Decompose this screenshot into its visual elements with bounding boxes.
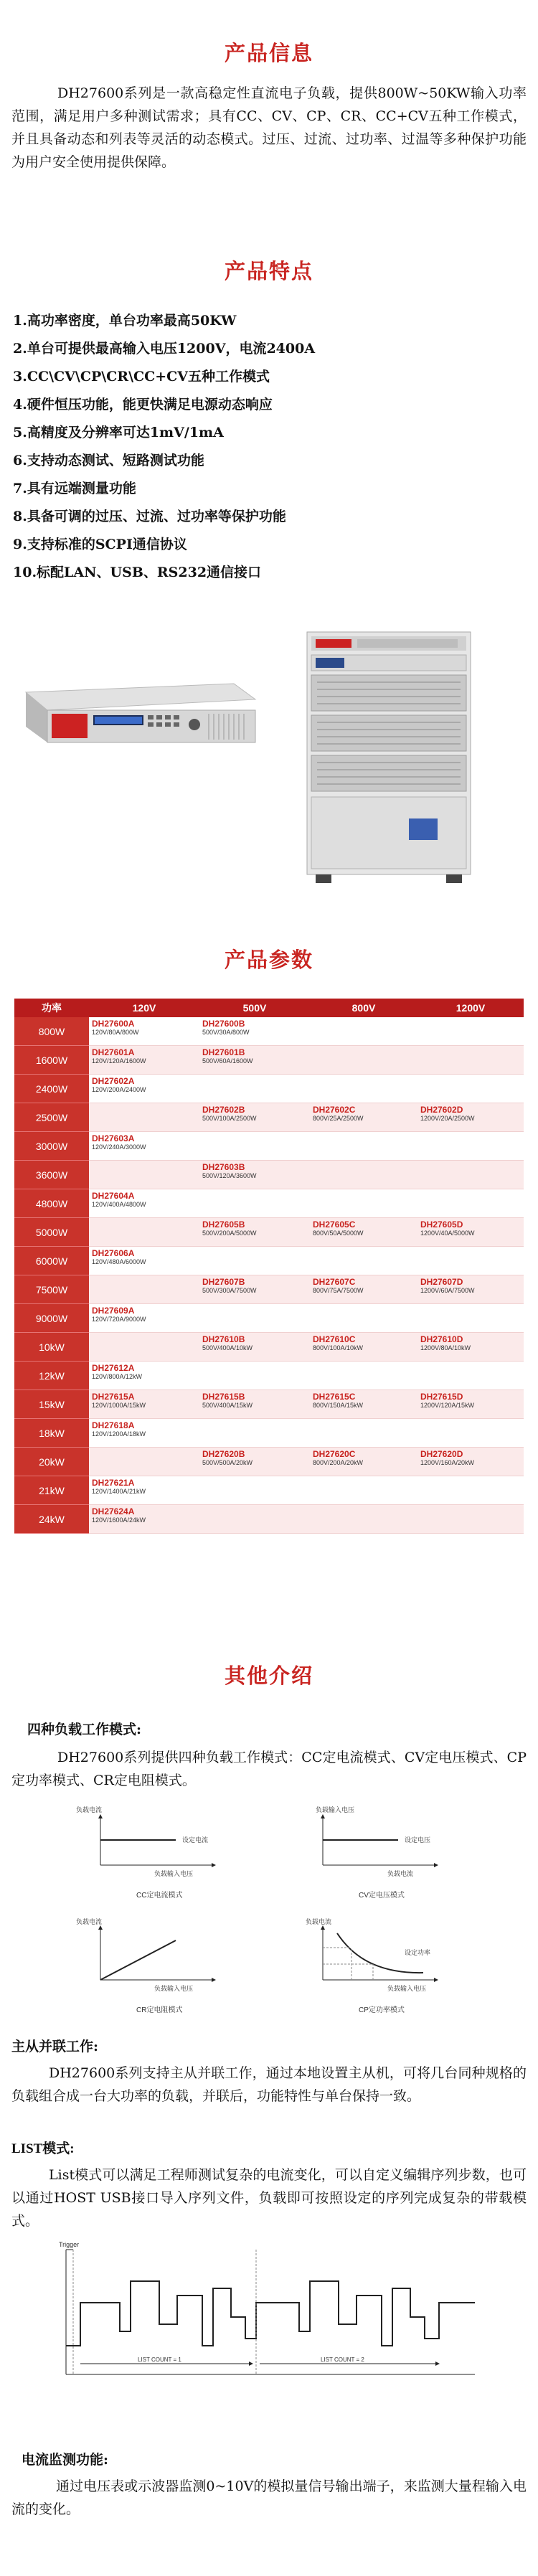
power-cell: 6000W	[14, 1247, 89, 1275]
model-name: DH27615A	[92, 1392, 135, 1402]
table-row	[14, 1247, 524, 1275]
model-cell	[199, 1448, 310, 1476]
power-cell: 2400W	[14, 1075, 89, 1103]
model-spec: 120V/80A/800W	[92, 1029, 139, 1036]
model-cell	[310, 1189, 417, 1218]
model-spec: 500V/500A/20kW	[202, 1459, 253, 1466]
list-count-1: LIST COUNT = 1	[138, 2356, 181, 2363]
model-cell	[89, 1275, 199, 1304]
model-cell	[310, 1046, 417, 1075]
model-cell	[310, 1505, 417, 1534]
product-image-cabinet	[300, 628, 478, 887]
product-image-benchtop	[19, 671, 259, 750]
model-name: DH27610D	[420, 1334, 463, 1344]
power-cell: 12kW	[14, 1362, 89, 1390]
header-120v: 120V	[89, 999, 199, 1017]
model-cell	[199, 1333, 310, 1362]
table-row	[14, 1218, 524, 1247]
table-row	[14, 1046, 524, 1075]
model-cell	[310, 1017, 417, 1046]
model-name: DH27607D	[420, 1277, 463, 1287]
model-name: DH27610C	[313, 1334, 356, 1344]
model-cell	[310, 1161, 417, 1189]
cr-caption: CR定电阻模式	[136, 2006, 183, 2014]
feature-item: 3.CC\CV\CP\CR\CC+CV五种工作模式	[13, 369, 270, 384]
model-cell	[310, 1075, 417, 1103]
power-cell: 15kW	[14, 1390, 89, 1419]
model-cell	[199, 1247, 310, 1275]
model-name: DH27602C	[313, 1105, 356, 1115]
model-cell	[89, 1476, 199, 1505]
model-spec: 500V/200A/5000W	[202, 1230, 257, 1237]
model-cell	[199, 1017, 310, 1046]
model-cell	[310, 1132, 417, 1161]
model-cell	[89, 1304, 199, 1333]
power-cell: 18kW	[14, 1419, 89, 1448]
model-name: DH27607C	[313, 1277, 356, 1287]
model-cell	[417, 1247, 524, 1275]
model-cell	[89, 1448, 199, 1476]
model-spec: 500V/30A/800W	[202, 1029, 250, 1036]
power-cell: 24kW	[14, 1505, 89, 1534]
model-cell	[199, 1189, 310, 1218]
model-name: DH27615D	[420, 1392, 463, 1402]
model-name: DH27603A	[92, 1133, 135, 1143]
cc-x-label: 负载输入电压	[154, 1870, 194, 1877]
model-name: DH27620D	[420, 1449, 463, 1459]
model-cell	[89, 1362, 199, 1390]
model-spec: 800V/75A/7500W	[313, 1287, 364, 1294]
model-spec: 120V/1200A/18kW	[92, 1430, 146, 1438]
cv-line-label: 设定电压	[405, 1836, 431, 1844]
model-name: DH27609A	[92, 1306, 135, 1316]
trigger-label: Trigger	[59, 2241, 80, 2248]
model-cell	[199, 1046, 310, 1075]
model-spec: 120V/720A/9000W	[92, 1316, 146, 1323]
model-cell	[310, 1476, 417, 1505]
header-800v: 800V	[310, 999, 417, 1017]
product-info-title: 产品信息	[224, 41, 313, 65]
cp-mode-diagram	[306, 1917, 438, 2014]
master-slave-heading: 主从并联工作:	[11, 2039, 99, 2054]
model-spec: 800V/50A/5000W	[313, 1230, 364, 1237]
model-name: DH27620B	[202, 1449, 245, 1459]
table-row	[14, 1161, 524, 1189]
model-name: DH27618A	[92, 1420, 135, 1430]
table-row	[14, 1075, 524, 1103]
model-cell	[89, 1505, 199, 1534]
cp-x-label: 负载输入电压	[387, 1985, 427, 1992]
model-spec: 120V/1400A/21kW	[92, 1488, 146, 1495]
model-cell	[310, 1218, 417, 1247]
model-cell	[417, 1362, 524, 1390]
model-cell	[417, 1419, 524, 1448]
feature-item: 2.单台可提供最高输入电压1200V，电流2400A	[13, 341, 316, 357]
model-cell	[310, 1362, 417, 1390]
modes-heading: 四种负载工作模式:	[27, 1722, 142, 1737]
feature-item: 5.高精度及分辨率可达1mV/1mA	[13, 425, 224, 440]
model-name: DH27602B	[202, 1105, 245, 1115]
model-spec: 500V/120A/3600W	[202, 1172, 257, 1179]
model-name: DH27605B	[202, 1219, 245, 1230]
power-cell: 3000W	[14, 1132, 89, 1161]
model-cell	[417, 1476, 524, 1505]
model-cell	[417, 1017, 524, 1046]
power-cell: 5000W	[14, 1218, 89, 1247]
power-cell: 800W	[14, 1017, 89, 1046]
model-name: DH27603B	[202, 1162, 245, 1172]
model-cell	[199, 1218, 310, 1247]
model-cell	[417, 1161, 524, 1189]
power-cell: 10kW	[14, 1333, 89, 1362]
power-cell: 21kW	[14, 1476, 89, 1505]
cp-line-label: 设定功率	[405, 1949, 431, 1956]
model-name: DH27604A	[92, 1191, 135, 1201]
current-monitor-paragraph: 通过电压表或示波器监测0~10V的模拟量信号输出端子，来监测大量程输入电流的变化。	[11, 2478, 527, 2517]
model-cell	[310, 1103, 417, 1132]
model-cell	[199, 1304, 310, 1333]
table-row	[14, 1333, 524, 1362]
model-cell	[89, 1419, 199, 1448]
model-cell	[89, 1218, 199, 1247]
model-cell	[310, 1333, 417, 1362]
table-row	[14, 1448, 524, 1476]
model-spec: 120V/120A/1600W	[92, 1057, 146, 1065]
model-name: DH27605D	[420, 1219, 463, 1230]
model-spec: 800V/25A/2500W	[313, 1115, 364, 1122]
power-cell: 7500W	[14, 1275, 89, 1304]
model-cell	[199, 1390, 310, 1419]
list-count-2: LIST COUNT = 2	[321, 2356, 364, 2363]
model-cell	[417, 1189, 524, 1218]
feature-item: 4.硬件恒压功能，能更快满足电源动态响应	[13, 397, 273, 412]
cv-mode-diagram	[316, 1806, 438, 1900]
cv-y-label: 负载输入电压	[316, 1806, 355, 1813]
model-spec: 120V/1000A/15kW	[92, 1402, 146, 1409]
model-cell	[199, 1103, 310, 1132]
current-monitor-heading: 电流监测功能:	[22, 2452, 109, 2468]
model-name: DH27600B	[202, 1019, 245, 1029]
other-intro-title: 其他介绍	[224, 1664, 313, 1688]
table-row	[14, 1505, 524, 1534]
model-cell	[310, 1448, 417, 1476]
model-spec: 500V/100A/2500W	[202, 1115, 257, 1122]
model-cell	[199, 1476, 310, 1505]
model-spec: 500V/300A/7500W	[202, 1287, 257, 1294]
model-name: DH27602A	[92, 1076, 135, 1086]
model-name: DH27601B	[202, 1047, 245, 1057]
model-cell	[199, 1275, 310, 1304]
feature-item: 1.高功率密度，单台功率最高50KW	[13, 313, 237, 329]
table-row	[14, 1304, 524, 1333]
model-spec: 800V/150A/15kW	[313, 1402, 364, 1409]
table-row	[14, 1419, 524, 1448]
model-spec: 1200V/60A/7500W	[420, 1287, 475, 1294]
product-info-paragraph: DH27600系列是一款高稳定性直流电子负载，提供800W~50KW输入功率范围，满足用户多种测试需求；具有CC、CV、CP、CR、CC+CV五种工作模式，并且具备动态和列表等灵活的动态模式。过压、过流、过功率、过温等多种保护功能为用户安全使用提供保障。	[11, 85, 527, 170]
model-cell	[199, 1132, 310, 1161]
model-spec: 500V/400A/15kW	[202, 1402, 253, 1409]
cr-mode-diagram	[76, 1917, 215, 2014]
model-cell	[310, 1390, 417, 1419]
power-cell: 1600W	[14, 1046, 89, 1075]
cr-y-label: 负载电流	[76, 1918, 103, 1925]
table-row	[14, 1362, 524, 1390]
model-cell	[310, 1247, 417, 1275]
model-spec: 120V/800A/12kW	[92, 1373, 143, 1380]
model-spec: 1200V/120A/15kW	[420, 1402, 475, 1409]
mode-diagrams	[50, 1801, 481, 2023]
model-name: DH27615C	[313, 1392, 356, 1402]
header-1200v: 1200V	[417, 999, 524, 1017]
model-spec: 500V/400A/10kW	[202, 1344, 253, 1351]
master-slave-paragraph: DH27600系列支持主从并联工作，通过本地设置主从机，可将几台同种规格的负载组合成一台大功率的负载，并联后，功能特性与单台保持一致。	[11, 2065, 527, 2104]
model-name: DH27621A	[92, 1478, 135, 1488]
model-spec: 120V/400A/4800W	[92, 1201, 146, 1208]
power-cell: 2500W	[14, 1103, 89, 1132]
model-name: DH27624A	[92, 1506, 135, 1516]
cp-caption: CP定功率模式	[359, 2006, 405, 2014]
model-name: DH27615B	[202, 1392, 245, 1402]
table-row	[14, 1132, 524, 1161]
power-cell: 4800W	[14, 1189, 89, 1218]
model-cell	[417, 1333, 524, 1362]
model-cell	[417, 1103, 524, 1132]
product-params-title: 产品参数	[224, 948, 313, 972]
product-params-table	[14, 999, 524, 1534]
model-name: DH27607B	[202, 1277, 245, 1287]
cr-x-label: 负载输入电压	[154, 1985, 194, 1992]
model-name: DH27602D	[420, 1105, 463, 1115]
model-cell	[199, 1419, 310, 1448]
model-cell	[417, 1046, 524, 1075]
table-row	[14, 1189, 524, 1218]
model-cell	[89, 1075, 199, 1103]
cc-caption: CC定电流模式	[136, 1892, 183, 1900]
modes-paragraph: DH27600系列提供四种负载工作模式：CC定电流模式、CV定电压模式、CP定功率模式、CR定电阻模式。	[11, 1750, 527, 1788]
model-spec: 120V/240A/3000W	[92, 1143, 146, 1151]
model-cell	[417, 1218, 524, 1247]
list-waveform-diagram	[52, 2238, 482, 2389]
model-cell	[310, 1275, 417, 1304]
model-cell	[417, 1075, 524, 1103]
table-row	[14, 1275, 524, 1304]
model-spec: 800V/100A/10kW	[313, 1344, 364, 1351]
feature-item: 6.支持动态测试、短路测试功能	[13, 453, 204, 468]
table-row	[14, 1476, 524, 1505]
feature-item: 8.具备可调的过压、过流、过功率等保护功能	[13, 509, 286, 524]
product-feature-title: 产品特点	[224, 259, 313, 283]
power-cell: 9000W	[14, 1304, 89, 1333]
model-cell	[89, 1390, 199, 1419]
table-row	[14, 1103, 524, 1132]
power-cell: 20kW	[14, 1448, 89, 1476]
model-name: DH27605C	[313, 1219, 356, 1230]
model-cell	[417, 1275, 524, 1304]
model-cell	[417, 1505, 524, 1534]
model-cell	[199, 1075, 310, 1103]
model-cell	[417, 1132, 524, 1161]
cv-caption: CV定电压模式	[359, 1892, 405, 1900]
model-spec: 120V/480A/6000W	[92, 1258, 146, 1265]
cp-y-label: 负载电流	[306, 1918, 332, 1925]
model-cell	[89, 1046, 199, 1075]
model-cell	[310, 1419, 417, 1448]
feature-item: 10.标配LAN、USB、RS232通信接口	[13, 565, 262, 580]
model-spec: 1200V/160A/20kW	[420, 1459, 475, 1466]
model-spec: 500V/60A/1600W	[202, 1057, 253, 1065]
table-header-row	[14, 999, 524, 1017]
model-cell	[89, 1103, 199, 1132]
model-cell	[199, 1362, 310, 1390]
model-spec: 120V/1600A/24kW	[92, 1516, 146, 1524]
header-power: 功率	[14, 999, 89, 1017]
model-spec: 1200V/80A/10kW	[420, 1344, 471, 1351]
model-cell	[417, 1390, 524, 1419]
cv-x-label: 负载电流	[387, 1870, 414, 1877]
feature-item: 7.具有远端测量功能	[13, 481, 136, 496]
cc-line-label: 设定电流	[182, 1836, 209, 1844]
model-cell	[310, 1304, 417, 1333]
model-cell	[199, 1161, 310, 1189]
header-500v: 500V	[199, 999, 310, 1017]
model-cell	[417, 1304, 524, 1333]
power-cell: 3600W	[14, 1161, 89, 1189]
model-cell	[89, 1161, 199, 1189]
model-name: DH27612A	[92, 1363, 135, 1373]
model-name: DH27600A	[92, 1019, 135, 1029]
model-name: DH27620C	[313, 1449, 356, 1459]
model-cell	[199, 1505, 310, 1534]
model-spec: 120V/200A/2400W	[92, 1086, 146, 1093]
model-cell	[89, 1017, 199, 1046]
model-cell	[417, 1448, 524, 1476]
model-spec: 800V/200A/20kW	[313, 1459, 364, 1466]
model-cell	[89, 1247, 199, 1275]
table-row	[14, 1390, 524, 1419]
model-cell	[89, 1132, 199, 1161]
cc-mode-diagram	[76, 1806, 215, 1900]
list-mode-heading: LIST模式:	[11, 2141, 75, 2156]
model-cell	[89, 1333, 199, 1362]
model-spec: 1200V/20A/2500W	[420, 1115, 475, 1122]
feature-item: 9.支持标准的SCPI通信协议	[13, 537, 187, 552]
table-row	[14, 1017, 524, 1046]
model-name: DH27601A	[92, 1047, 135, 1057]
cc-y-label: 负载电流	[76, 1806, 103, 1813]
model-cell	[89, 1189, 199, 1218]
list-mode-paragraph: List模式可以满足工程师测试复杂的电流变化，可以自定义编辑序列步数，也可以通过HOST USB接口导入序列文件，负载即可按照设定的序列完成复杂的带载模式。	[11, 2167, 527, 2229]
model-name: DH27606A	[92, 1248, 135, 1258]
model-name: DH27610B	[202, 1334, 245, 1344]
feature-list	[13, 307, 526, 587]
model-spec: 1200V/40A/5000W	[420, 1230, 475, 1237]
